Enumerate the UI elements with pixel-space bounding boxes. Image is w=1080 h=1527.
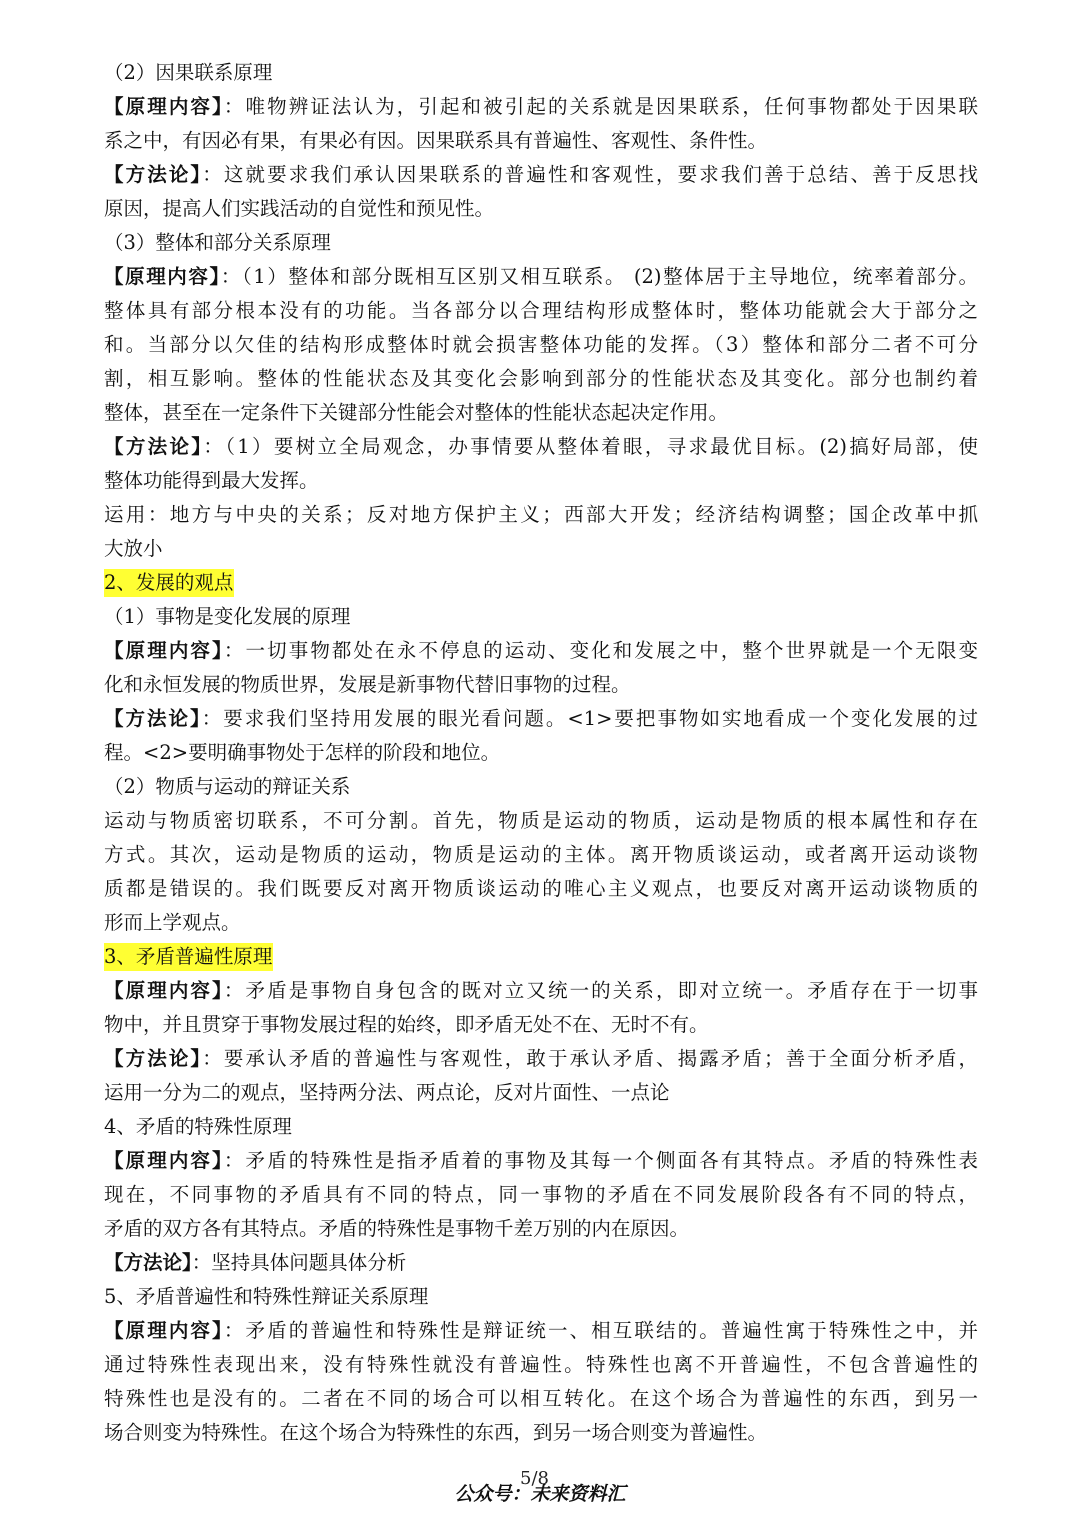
text-line — [104, 1110, 978, 1144]
text-line — [104, 226, 978, 260]
line-text: 场合则变为特殊性。在这个场合为特殊性的东西，到另一场合则变为普遍性。 — [104, 1421, 768, 1444]
line-text: 系之中，有因必有果，有果必有因。因果联系具有普遍性、客观性、条件性。 — [104, 129, 768, 152]
text-line — [104, 430, 978, 464]
text-line — [104, 1280, 978, 1314]
text-line — [104, 634, 978, 668]
label-bracket: 【原理内容】 — [104, 979, 224, 1002]
text-line — [104, 260, 978, 294]
line-text: 化和永恒发展的物质世界，发展是新事物代替旧事物的过程。 — [104, 673, 631, 696]
watermark-footer: 公众号：未来资料汇 — [454, 1483, 626, 1505]
label-bracket: 【方法论】 — [104, 1047, 203, 1070]
text-line — [104, 1144, 978, 1178]
line-text: 4、矛盾的特殊性原理 — [104, 1115, 292, 1138]
highlighted-heading-text: 3、矛盾普遍性原理 — [104, 943, 273, 971]
text-line — [104, 600, 978, 634]
text-line — [104, 736, 978, 770]
line-text: ：矛盾的特殊性是指矛盾着的事物及其每一个侧面各有其特点。矛盾的特殊性表 — [223, 1149, 978, 1172]
text-line — [104, 974, 978, 1008]
line-text: ：一切事物都处在永不停息的运动、变化和发展之中，整个世界就是一个无限变 — [223, 639, 978, 662]
line-text: 大放小 — [104, 537, 163, 560]
text-line — [104, 838, 978, 872]
text-line — [104, 124, 978, 158]
line-text: 特殊性也是没有的。二者在不同的场合可以相互转化。在这个场合为普遍性的东西，到另一 — [104, 1387, 978, 1410]
line-text: 5、矛盾普遍性和特殊性辩证关系原理 — [104, 1285, 429, 1308]
section-heading — [104, 940, 978, 974]
text-line — [104, 1178, 978, 1212]
line-text: 方式。其次，运动是物质的运动，物质是运动的主体。离开物质谈运动，或者离开运动谈物 — [104, 843, 978, 866]
line-text: （1）事物是变化发展的原理 — [104, 605, 351, 628]
label-bracket: 【原理内容】 — [104, 1149, 224, 1172]
text-line — [104, 498, 978, 532]
text-line — [104, 158, 978, 192]
text-line — [104, 906, 978, 940]
line-text: 质都是错误的。我们既要反对离开物质谈运动的唯心主义观点，也要反对离开运动谈物质的 — [104, 877, 978, 900]
line-text: 原因，提高人们实践活动的自觉性和预见性。 — [104, 197, 495, 220]
label-bracket: 【原理内容】 — [104, 95, 224, 118]
label-bracket: 【原理内容】 — [104, 265, 221, 288]
label-bracket: 【方法论】 — [104, 707, 202, 730]
text-line — [104, 1314, 978, 1348]
text-line — [104, 1416, 978, 1450]
line-text: 矛盾的双方各有其特点。矛盾的特殊性是事物千差万别的内在原因。 — [104, 1217, 690, 1240]
line-text: 整体，甚至在一定条件下关键部分性能会对整体的性能状态起决定作用。 — [104, 401, 729, 424]
text-line — [104, 56, 978, 90]
line-text: ：矛盾的普遍性和特殊性是辩证统一、相互联结的。普遍性寓于特殊性之中，并 — [223, 1319, 978, 1342]
line-text: 割，相互影响。整体的性能状态及其变化会影响到部分的性能状态及其变化。部分也制约着 — [104, 367, 978, 390]
line-text: 整体具有部分根本没有的功能。当各部分以合理结构形成整体时，整体功能就会大于部分之 — [104, 299, 978, 322]
line-text: 整体功能得到最大发挥。 — [104, 469, 319, 492]
line-text: 物中，并且贯穿于事物发展过程的始终，即矛盾无处不在、无时不有。 — [104, 1013, 709, 1036]
line-text: ：（1）要树立全局观念，办事情要从整体着眼，寻求最优目标。(2)搞好局部，使 — [203, 435, 978, 458]
line-text: ：这就要求我们承认因果联系的普遍性和客观性，要求我们善于总结、善于反思找 — [202, 163, 978, 186]
line-text: 现在，不同事物的矛盾具有不同的特点，同一事物的矛盾在不同发展阶段各有不同的特点， — [104, 1183, 978, 1206]
line-text: ：要承认矛盾的普遍性与客观性，敢于承认矛盾、揭露矛盾；善于全面分析矛盾， — [202, 1047, 978, 1070]
line-text: ：矛盾是事物自身包含的既对立又统一的关系，即对立统一。矛盾存在于一切事 — [223, 979, 978, 1002]
label-bracket: 【方法论】 — [104, 163, 203, 186]
line-text: 和。当部分以欠佳的结构形成整体时就会损害整体功能的发挥。（3）整体和部分二者不可分 — [104, 333, 978, 356]
text-line — [104, 1042, 978, 1076]
line-text: （3）整体和部分关系原理 — [104, 231, 331, 254]
text-line — [104, 1076, 978, 1110]
section-heading — [104, 566, 978, 600]
text-line — [104, 668, 978, 702]
text-line — [104, 804, 978, 838]
text-line — [104, 1348, 978, 1382]
highlighted-heading-text: 2、发展的观点 — [104, 569, 234, 597]
line-text: ：坚持具体问题具体分析 — [191, 1251, 407, 1274]
line-text: （2）物质与运动的辩证关系 — [104, 775, 351, 798]
text-line — [104, 90, 978, 124]
label-bracket: 【方法论】 — [104, 435, 204, 458]
line-text: 程。<2>要明确事物处于怎样的阶段和地位。 — [104, 741, 501, 764]
line-text: 运用一分为二的观点，坚持两分法、两点论，反对片面性、一点论 — [104, 1081, 670, 1104]
text-line — [104, 702, 978, 736]
text-line — [104, 1246, 978, 1280]
text-line — [104, 1382, 978, 1416]
line-text: 通过特殊性表现出来，没有特殊性就没有普遍性。特殊性也离不开普遍性，不包含普遍性的 — [104, 1353, 978, 1376]
label-bracket: 【原理内容】 — [104, 1319, 224, 1342]
line-text: 运用：地方与中央的关系；反对地方保护主义；西部大开发；经济结构调整；国企改革中抓 — [104, 503, 978, 526]
text-line — [104, 872, 978, 906]
text-line — [104, 362, 978, 396]
line-text: ：（1）整体和部分既相互区别又相互联系。 (2)整体居于主导地位，统率着部分。 — [220, 265, 978, 288]
document-body — [104, 56, 978, 1450]
text-line — [104, 328, 978, 362]
line-text: ：唯物辨证法认为，引起和被引起的关系就是因果联系，任何事物都处于因果联 — [223, 95, 978, 118]
text-line — [104, 396, 978, 430]
text-line — [104, 1008, 978, 1042]
text-line — [104, 294, 978, 328]
line-text: 运动与物质密切联系，不可分割。首先，物质是运动的物质，运动是物质的根本属性和存在 — [104, 809, 978, 832]
line-text: 形而上学观点。 — [104, 911, 241, 934]
text-line — [104, 1212, 978, 1246]
text-line — [104, 532, 978, 566]
text-line — [104, 464, 978, 498]
page-number: 5/8 — [520, 1468, 549, 1489]
text-line — [104, 192, 978, 226]
line-text: （2）因果联系原理 — [104, 61, 273, 84]
text-line — [104, 770, 978, 804]
label-bracket: 【原理内容】 — [104, 639, 224, 662]
label-bracket: 【方法论】 — [104, 1251, 192, 1274]
line-text: ：要求我们坚持用发展的眼光看问题。<1>要把事物如实地看成一个变化发展的过 — [201, 707, 978, 730]
